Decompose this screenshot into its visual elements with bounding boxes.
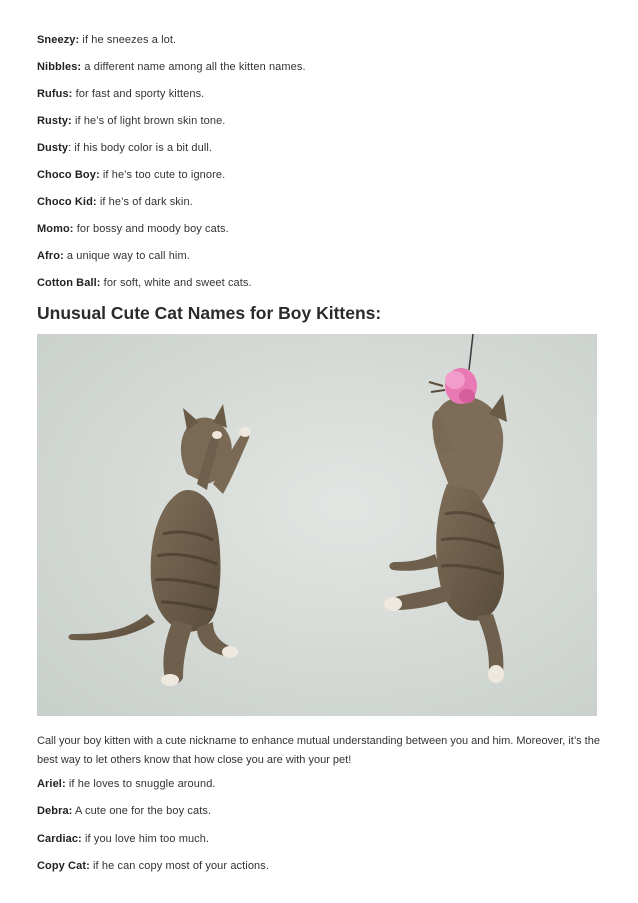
list-item [37, 832, 209, 846]
cat-name: Debra: [37, 805, 73, 817]
photo-background [37, 334, 597, 716]
list-item [37, 222, 229, 236]
list-item [37, 60, 306, 74]
cat-name-description: if he loves to snuggle around. [65, 778, 216, 790]
cat-name: Choco Kid: [37, 196, 97, 208]
list-item [37, 804, 211, 818]
list-item [37, 87, 204, 101]
cat-name: Rufus: [37, 88, 73, 100]
list-item [37, 168, 225, 182]
kittens-illustration [37, 334, 597, 716]
cat-name: Choco Boy: [37, 169, 100, 181]
cat-name-description: if you love him too much. [81, 833, 210, 845]
cat-name-description: : if his body color is a bit dull. [68, 142, 213, 154]
cat-name: Nibbles: [37, 61, 82, 73]
cat-name-description: if he sneezes a lot. [79, 34, 177, 46]
list-item [37, 859, 269, 873]
cat-name: Cotton Ball: [37, 277, 101, 289]
cat-name: Sneezy: [37, 34, 80, 46]
jumping-kittens-photo [37, 334, 597, 716]
cat-name: Momo: [37, 223, 74, 235]
cat-name: Afro: [37, 250, 64, 262]
cat-name-description: a different name among all the kitten names. [81, 61, 306, 73]
cat-name-description: for fast and sporty kittens. [72, 88, 205, 100]
section-heading: Unusual Cute Cat Names for Boy Kittens: [37, 303, 382, 323]
list-item [37, 114, 225, 128]
cat-name-description: if he can copy most of your actions. [89, 860, 270, 872]
list-item [37, 33, 176, 47]
cat-name-description: if he’s too cute to ignore. [99, 169, 226, 181]
cat-name: Ariel: [37, 778, 66, 790]
cat-name-description: A cute one for the boy cats. [72, 805, 212, 817]
list-item [37, 141, 212, 155]
list-item [37, 276, 252, 290]
cat-name-description: for soft, white and sweet cats. [100, 277, 252, 289]
cat-name-description: if he’s of light brown skin tone. [71, 115, 226, 127]
cat-name-description: for bossy and moody boy cats. [73, 223, 229, 235]
intro-paragraph: Call your boy kitten with a cute nickname to enhance mutual understanding between you and him. Moreover, it’s the best way to let others know that how close you are with your pet! [37, 735, 600, 766]
cat-name-description: a unique way to call him. [63, 250, 190, 262]
cat-name: Dusty [37, 142, 69, 154]
list-item [37, 777, 216, 791]
cat-name: Cardiac: [37, 833, 82, 845]
cat-name-description: if he’s of dark skin. [96, 196, 193, 208]
cat-name: Copy Cat: [37, 860, 90, 872]
list-item [37, 249, 190, 263]
list-item [37, 195, 193, 209]
cat-name: Rusty: [37, 115, 72, 127]
